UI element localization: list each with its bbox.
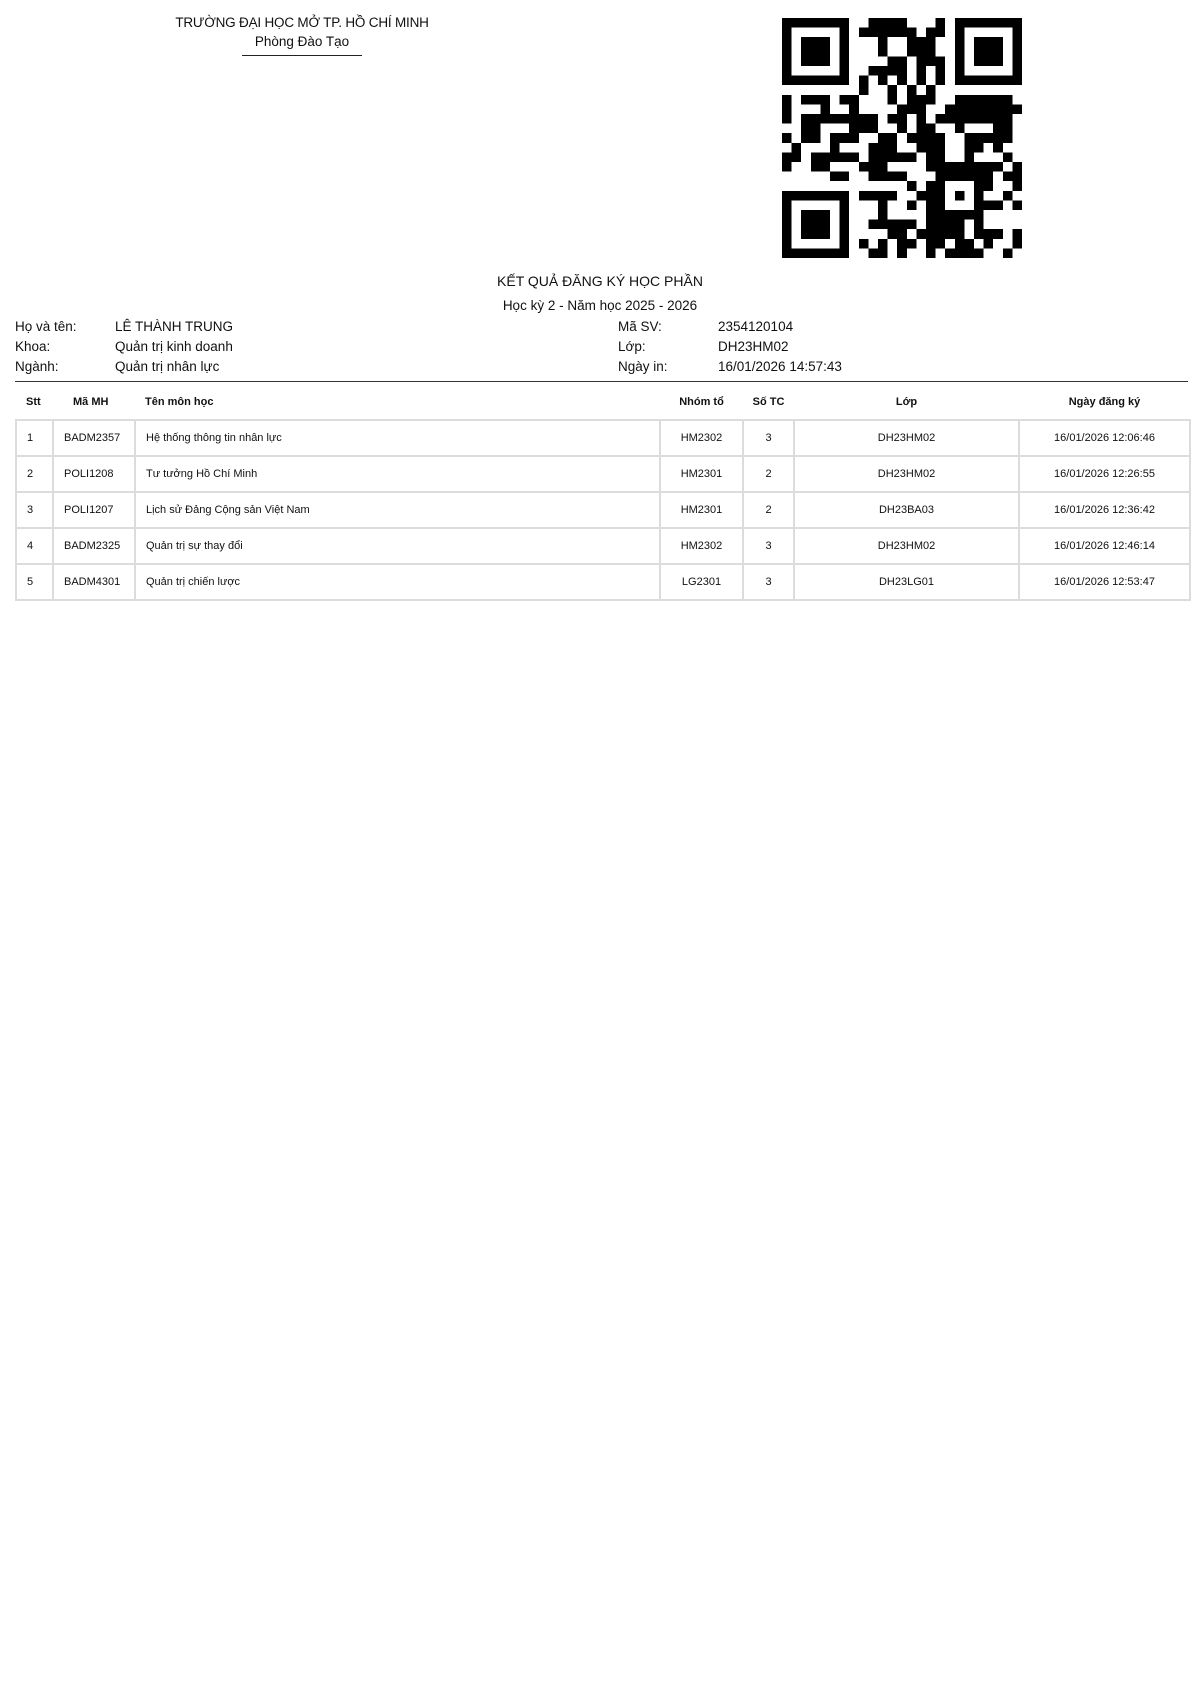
table-top-rule xyxy=(15,381,1188,382)
cell-course-name: Quản trị sự thay đổi xyxy=(135,528,660,564)
cell-registration-date: 16/01/2026 12:36:42 xyxy=(1019,492,1190,528)
print-date-value: 16/01/2026 14:57:43 xyxy=(718,359,842,374)
cell-group: HM2302 xyxy=(660,420,743,456)
document-title: KẾT QUẢ ĐĂNG KÝ HỌC PHẦN xyxy=(497,273,703,289)
cell-group: HM2301 xyxy=(660,492,743,528)
student-id-label: Mã SV: xyxy=(618,319,662,334)
cell-credits: 2 xyxy=(743,456,794,492)
student-id-value: 2354120104 xyxy=(718,319,794,334)
col-header-group: Nhóm tổ xyxy=(679,396,724,408)
col-header-stt: Stt xyxy=(26,396,41,408)
cell-registration-date: 16/01/2026 12:53:47 xyxy=(1019,564,1190,600)
faculty-value: Quản trị kinh doanh xyxy=(115,339,233,354)
cell-credits: 2 xyxy=(743,492,794,528)
cell-course-name: Tư tưởng Hồ Chí Minh xyxy=(135,456,660,492)
cell-stt: 1 xyxy=(16,420,53,456)
table-row xyxy=(16,528,1190,564)
major-label: Ngành: xyxy=(15,359,59,374)
cell-course-code: POLI1207 xyxy=(53,492,135,528)
col-header-credits: Số TC xyxy=(752,396,785,408)
faculty-label: Khoa: xyxy=(15,339,51,354)
cell-stt: 2 xyxy=(16,456,53,492)
cell-registration-date: 16/01/2026 12:06:46 xyxy=(1019,420,1190,456)
cell-course-code: POLI1208 xyxy=(53,456,135,492)
document-subtitle: Học kỳ 2 - Năm học 2025 - 2026 xyxy=(502,298,698,313)
cell-class: DH23HM02 xyxy=(794,456,1019,492)
cell-course-code: BADM2357 xyxy=(53,420,135,456)
school-name: TRƯỜNG ĐẠI HỌC MỞ TP. HỒ CHÍ MINH xyxy=(175,15,429,30)
cell-registration-date: 16/01/2026 12:26:55 xyxy=(1019,456,1190,492)
cell-credits: 3 xyxy=(743,564,794,600)
table-row xyxy=(16,564,1190,600)
document-header xyxy=(150,14,454,56)
print-date-label: Ngày in: xyxy=(618,359,668,374)
department-name: Phòng Đào Tạo xyxy=(254,34,350,49)
cell-course-code: BADM4301 xyxy=(53,564,135,600)
cell-stt: 4 xyxy=(16,528,53,564)
cell-group: HM2302 xyxy=(660,528,743,564)
qr-code-icon xyxy=(782,18,1022,258)
cell-class: DH23BA03 xyxy=(794,492,1019,528)
col-header-class: Lớp xyxy=(895,396,918,408)
cell-course-code: BADM2325 xyxy=(53,528,135,564)
cell-stt: 3 xyxy=(16,492,53,528)
table-header-row xyxy=(16,385,1190,420)
cell-course-name: Hệ thống thông tin nhân lực xyxy=(135,420,660,456)
col-header-course-code: Mã MH xyxy=(73,396,109,408)
header-divider xyxy=(242,55,362,56)
cell-group: HM2301 xyxy=(660,456,743,492)
table-row xyxy=(16,420,1190,456)
cell-course-name: Lịch sử Đảng Cộng sản Việt Nam xyxy=(135,492,660,528)
course-registration-table xyxy=(15,385,1191,601)
cell-course-name: Quản trị chiến lược xyxy=(135,564,660,600)
student-name-value: LÊ THÀNH TRUNG xyxy=(115,319,234,334)
cell-credits: 3 xyxy=(743,420,794,456)
table-row xyxy=(16,456,1190,492)
cell-registration-date: 16/01/2026 12:46:14 xyxy=(1019,528,1190,564)
cell-credits: 3 xyxy=(743,528,794,564)
cell-group: LG2301 xyxy=(660,564,743,600)
cell-class: DH23HM02 xyxy=(794,420,1019,456)
cell-stt: 5 xyxy=(16,564,53,600)
table-row xyxy=(16,492,1190,528)
student-name-label: Họ và tên: xyxy=(15,319,77,334)
class-label: Lớp: xyxy=(618,339,646,354)
cell-class: DH23HM02 xyxy=(794,528,1019,564)
cell-class: DH23LG01 xyxy=(794,564,1019,600)
col-header-registration-date: Ngày đăng ký xyxy=(1068,396,1141,408)
col-header-course-name: Tên môn học xyxy=(145,396,214,408)
major-value: Quản trị nhân lực xyxy=(115,359,220,374)
class-value: DH23HM02 xyxy=(718,339,789,354)
